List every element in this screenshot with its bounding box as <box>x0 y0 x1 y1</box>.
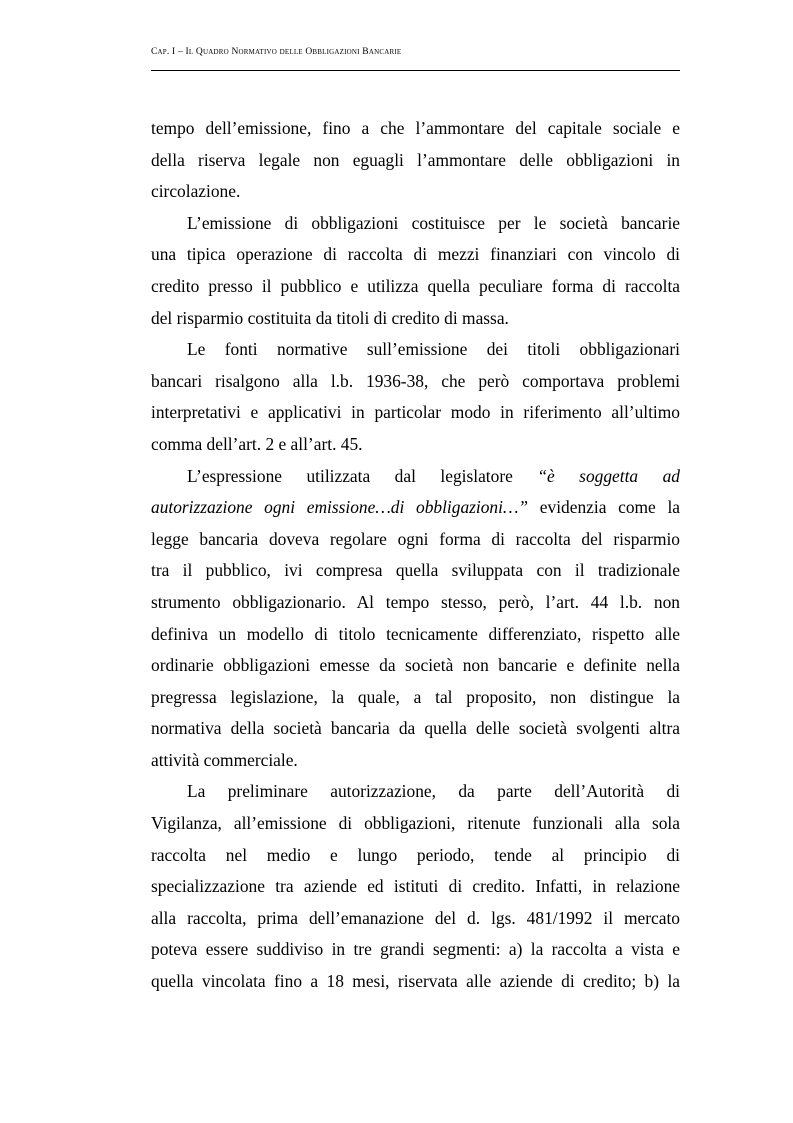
text-line: normativa della società bancaria da quella delle società svolgenti altra <box>151 718 680 739</box>
text-line <box>151 461 680 493</box>
quotation-italic: autorizzazione ogni emissione…di obbligazioni…” <box>151 497 529 518</box>
text-line: legge bancaria doveva regolare ogni forma di raccolta del risparmio <box>151 528 680 549</box>
text-line: raccolta nel medio e lungo periodo, tende al principio di <box>151 844 680 865</box>
text-line: interpretativi e applicativi in particolar modo in riferimento all’ultimo <box>151 402 680 423</box>
text-line: Le fonti normative sull’emissione dei titoli obbligazionari <box>187 339 680 360</box>
text-segment: L’espressione utilizzata dal legislatore <box>187 465 513 486</box>
body-text <box>151 113 680 998</box>
text-line: del risparmio costituita da titoli di credito di massa. <box>151 307 509 328</box>
text-line: ordinarie obbligazioni emesse da società non bancarie e definite nella <box>151 655 680 676</box>
text-line: bancari risalgono alla l.b. 1936-38, che però comportava problemi <box>151 370 680 391</box>
text-line: tempo dell’emissione, fino a che l’ammontare del capitale sociale e <box>151 118 680 138</box>
text-line: tra il pubblico, ivi compresa quella sviluppata con il tradizionale <box>151 560 680 581</box>
text-line: attività commerciale. <box>151 749 298 770</box>
text-line: Vigilanza, all’emissione di obbligazioni, ritenute funzionali alla sola <box>151 813 680 834</box>
paragraph-1 <box>151 113 680 208</box>
text-line: alla raccolta, prima dell’emanazione del d. lgs. 481/1992 il mercato <box>151 907 680 928</box>
paragraph-4 <box>151 461 680 777</box>
text-line: strumento obbligazionario. Al tempo stesso, però, l’art. 44 l.b. non <box>151 591 680 612</box>
text-line: La preliminare autorizzazione, da parte dell’Autorità di <box>187 781 680 802</box>
paragraph-2 <box>151 208 680 334</box>
paragraph-5 <box>151 776 680 997</box>
quotation-italic: “è soggetta ad <box>537 465 680 486</box>
text-line: della riserva legale non eguagli l’ammontare delle obbligazioni in <box>151 149 680 170</box>
paragraph-3 <box>151 334 680 460</box>
text-line: comma dell’art. 2 e all’art. 45. <box>151 433 363 454</box>
text-line: poteva essere suddiviso in tre grandi segmenti: a) la raccolta a vista e <box>151 939 680 960</box>
header-rule <box>151 70 680 71</box>
text-line: L’emissione di obbligazioni costituisce per le società bancarie <box>187 212 680 233</box>
text-line: circolazione. <box>151 181 241 202</box>
running-header: Cap. I – Il Quadro Normativo delle Obbligazioni Bancarie <box>151 47 402 57</box>
text-line: specializzazione tra aziende ed istituti di credito. Infatti, in relazione <box>151 876 680 897</box>
text-line: pregressa legislazione, la quale, a tal proposito, non distingue la <box>151 686 680 707</box>
text-segment: evidenzia come la <box>539 497 680 518</box>
text-line <box>151 492 680 524</box>
text-line: credito presso il pubblico e utilizza quella peculiare forma di raccolta <box>151 275 680 296</box>
text-line: quella vincolata fino a 18 mesi, riservata alle aziende di credito; b) la <box>151 971 680 992</box>
text-line: definiva un modello di titolo tecnicamente differenziato, rispetto alle <box>151 623 680 644</box>
text-line: una tipica operazione di raccolta di mezzi finanziari con vincolo di <box>151 244 680 265</box>
